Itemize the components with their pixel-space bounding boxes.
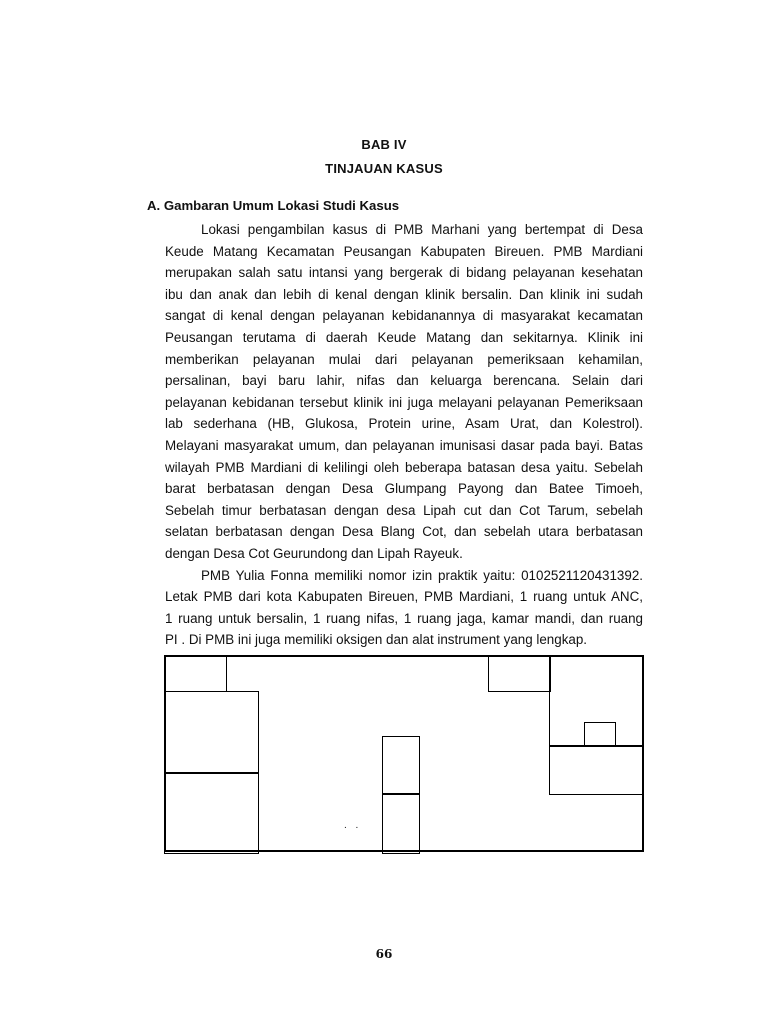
text-line: ibu dan anak dan lebih di kenal dengan klinik bersalin. Dan klinik ini sudah	[165, 286, 643, 302]
room-center-upper	[382, 736, 420, 795]
text-line: Lokasi pengambilan kasus di PMB Marhani yang bertempat di Desa	[201, 222, 643, 237]
room-top-left	[164, 655, 227, 692]
text-line: persalinan, bayi baru lahir, nifas dan keluarga berencana. Selain dari	[165, 373, 643, 389]
text-line: Peusangan terutama di daerah Keude Matang dan sekitarnya. Klinik ini	[165, 329, 643, 345]
room-right-fixture	[584, 722, 616, 747]
room-right-lower	[549, 745, 644, 795]
page-number: 66	[375, 947, 393, 961]
text-line: sangat di kenal dengan pelayanan kebidanannya di masyarakat kecamatan	[165, 308, 643, 324]
text-line: Letak PMB dari kota Kabupaten Bireuen, PMB Mardiani, 1 ruang untuk ANC,	[165, 589, 643, 605]
body-text	[165, 219, 643, 651]
text-line: merupakan salah satu intansi yang bergerak di bidang pelayanan kesehatan	[165, 265, 643, 281]
floor-plan-marker: . .	[344, 820, 362, 831]
text-line: memberikan pelayanan mulai dari pelayanan pemeriksaan kehamilan,	[165, 351, 643, 367]
text-line: barat berbatasan dengan Desa Glumpang Payong dan Batee Timoeh,	[165, 481, 643, 497]
room-center-lower	[382, 793, 420, 854]
text-line: dengan Desa Cot Geurundong dan Lipah Rayeuk.	[165, 545, 463, 561]
text-line: Melayani masyarakat umum, dan pelayanan imunisasi dasar pada bayi. Batas	[165, 437, 643, 453]
paragraph-2	[165, 565, 643, 651]
text-line: PI . Di PMB ini juga memiliki oksigen dan alat instrument yang lengkap.	[165, 632, 588, 648]
text-line: selatan berbatasan dengan Desa Blang Cot, dan sebelah utara berbatasan	[165, 524, 643, 540]
section-heading: A. Gambaran Umum Lokasi Studi Kasus	[147, 198, 400, 213]
text-line: Keude Matang Kecamatan Peusangan Kabupaten Bireuen. PMB Mardiani	[165, 243, 643, 259]
text-line: pelayanan kebidanan tersebut klinik ini juga melayani pelayanan Pemeriksaan	[165, 394, 643, 410]
room-top-right-small	[488, 655, 551, 692]
room-left-lower	[164, 772, 259, 854]
chapter-number: BAB IV	[361, 137, 407, 152]
room-left-upper	[164, 691, 259, 774]
floor-plan-diagram	[164, 655, 644, 852]
text-line: PMB Yulia Fonna memiliki nomor izin praktik yaitu: 0102521120431392.	[201, 567, 643, 583]
paragraph-1	[165, 219, 643, 565]
text-line: wilayah PMB Mardiani di kelilingi oleh beberapa batasan desa yaitu. Sebelah	[165, 459, 643, 475]
text-line: lab sederhana (HB, Glukosa, Protein urine, Asam Urat, dan Kolestrol).	[165, 416, 643, 432]
chapter-title: TINJAUAN KASUS	[325, 161, 443, 176]
text-line: 1 ruang untuk bersalin, 1 ruang nifas, 1 ruang jaga, kamar mandi, dan ruang	[165, 610, 643, 626]
text-line: Sebelah timur berbatasan dengan desa Lipah cut dan Cot Tarum, sebelah	[165, 502, 643, 518]
